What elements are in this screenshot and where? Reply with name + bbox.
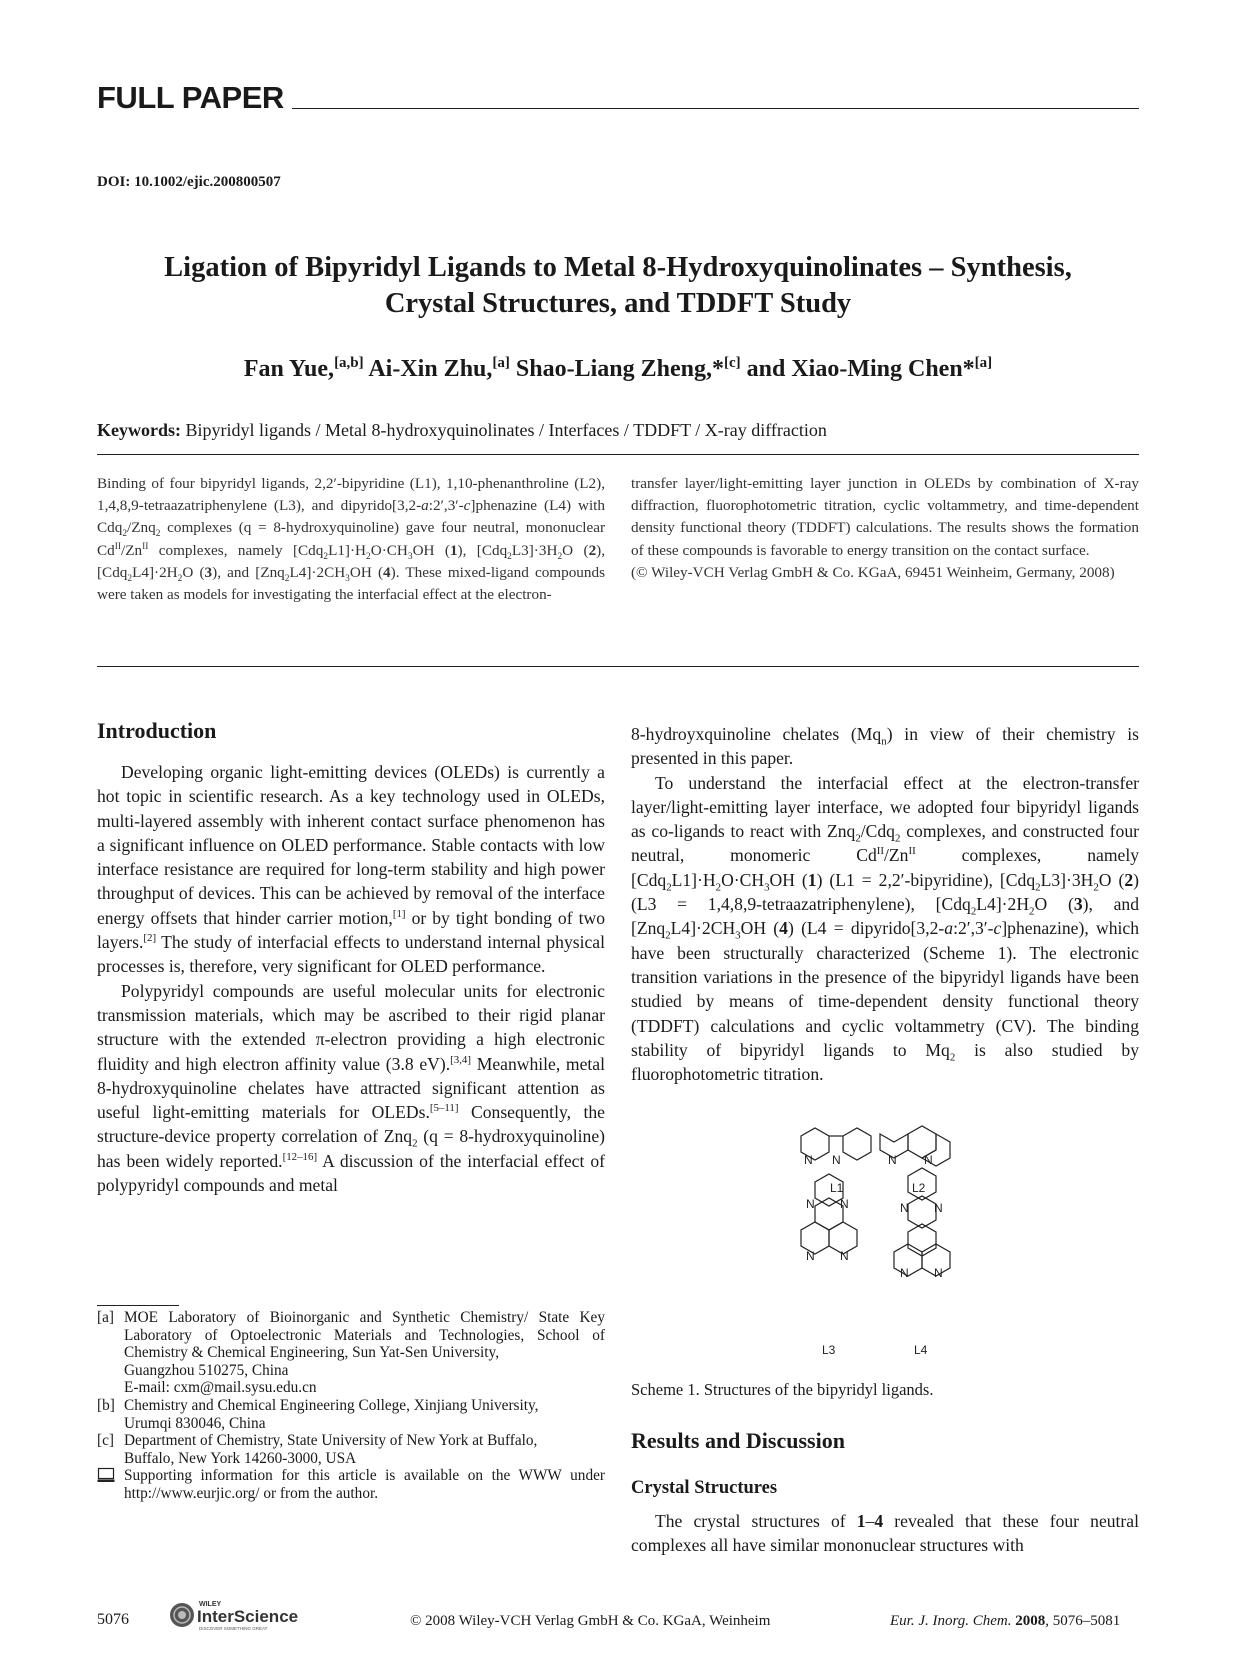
ligand-label-l4: L4 [914, 1343, 928, 1357]
affiliations [97, 1309, 605, 1503]
nitrogen-label: N [832, 1153, 841, 1167]
nitrogen-label: N [806, 1197, 815, 1211]
supporting-information-note: Supporting information for this article is available on the WWW under http://www.eurjic.org/ or from the author. [97, 1467, 605, 1502]
author-name: and Xiao-Ming Chen* [746, 356, 975, 382]
scheme-caption: Scheme 1. Structures of the bipyridyl ligands. [631, 1380, 934, 1399]
ligand-label-l3: L3 [822, 1343, 836, 1357]
doi: DOI: 10.1002/ejic.200800507 [97, 174, 281, 190]
ligand-label-l1: L1 [830, 1181, 844, 1195]
nitrogen-label: N [804, 1153, 813, 1167]
title-line-1: Ligation of Bipyridyl Ligands to Metal 8-Hydroxyquinolinates – Synthesis, [164, 252, 1072, 283]
author-list [97, 356, 1139, 383]
svg-text:WILEY: WILEY [199, 1601, 222, 1608]
author-name: Fan Yue, [243, 356, 335, 382]
header-rule [292, 108, 1139, 109]
introduction-text: Developing organic light-emitting devices (OLEDs) is currently a hot topic in scientific research. As a key technology used in OLEDs, multi-layered assembly with inherent contact surface phenomenon has a significant influence on OLED performance. Stable contacts with low interface resistance are required for long-term stability and high power throughput of devices. This can be achieved by removal of the interface energy offsets that hinder carrier motion,[1] or by tight bonding of two layers.[2] The study of interfacial effects to understand internal physical processes is, therefore, very significant for OLED performance. Polypyridyl compounds are useful molecular units for electronic transmission materials, which may be ascribed to their rigid planar structure with the extended π-electron providing a high electronic fluidity and high electron affinity value (3.8 eV).[3,4] Meanwhile, metal 8-hydroxyquinoline chelates have attracted significant attention as useful light-emitting materials for OLEDs.[5–11] Consequently, the structure-device property correlation of Znq$_2$ (q = 8-hydroxyquinoline) has been widely reported.[12–16] A discussion of the interfacial effect of polypyridyl compounds and metal [97, 762, 606, 1196]
affiliation-b: [b] Chemistry and Chemical Engineering College, Xinjiang University, Urumqi 830046, China [97, 1396, 539, 1432]
nitrogen-label: N [840, 1249, 849, 1263]
crystal-structures-text: The crystal structures of 1–4 revealed that these four neutral complexes all have similar mononuclear structures with [631, 1511, 1139, 1556]
ligand-l3-structure [801, 1174, 857, 1254]
nitrogen-label: N [934, 1201, 943, 1215]
interscience-logo [166, 1596, 341, 1632]
section-label: FULL PAPER [97, 80, 284, 115]
author-affiliation: [a] [492, 355, 510, 371]
nitrogen-label: N [934, 1266, 943, 1280]
author-name: Shao-Liang Zheng,* [515, 356, 724, 382]
nitrogen-label: N [924, 1153, 933, 1167]
keywords-label: Keywords: [97, 420, 181, 440]
computer-icon [97, 1467, 115, 1488]
footnote-rule [97, 1305, 179, 1306]
nitrogen-label: N [900, 1266, 909, 1280]
section-heading-introduction: Introduction [97, 718, 217, 743]
nitrogen-label: N [840, 1197, 849, 1211]
subsection-heading-crystal-structures: Crystal Structures [631, 1478, 778, 1498]
title-line-2: Crystal Structures, and TDDFT Study [384, 288, 852, 319]
author-name: Ai-Xin Zhu, [368, 356, 493, 382]
author-affiliation: [a,b] [334, 355, 364, 371]
abstract-copyright: (© Wiley-VCH Verlag GmbH & Co. KGaA, 69451 Weinheim, Germany, 2008) [631, 563, 1115, 581]
nitrogen-label: N [888, 1153, 897, 1167]
nitrogen-label: N [900, 1201, 909, 1215]
abstract-left: Binding of four bipyridyl ligands, 2,2′-bipyridine (L1), 1,10-phenanthroline (L2), 1,4,8,9-tetraazatriphenylene (L3), and dipyrido[3,2-a:2′,3′-c]phenazine (L4) with Cdq$_2$/Znq$_2$ complexes (q = 8-hydroxyquinoline) gave four neutral, mononuclear $Cd^{II}/Zn^{II}$ complexes, namely $[Cdq_2L1]\cdot H_2O\cdot CH_3OH$ (1), $[Cdq_2L3]\cdot 3H_2O$ (2), $[Cdq_2L4]\cdot 2H_2O$ (3), and $[Znq_2L4]\cdot 2CH_3OH$ (4). These mixed-ligand compounds were taken as models for investigating the interfacial effect at the electron- [97, 475, 606, 604]
footer-copyright: © 2008 Wiley-VCH Verlag GmbH & Co. KGaA, Weinheim [410, 1613, 771, 1629]
article-title [97, 250, 1139, 322]
keywords-list: Bipyridyl ligands / Metal 8-hydroxyquinolinates / Interfaces / TDDFT / X-ray diffraction [185, 420, 827, 440]
journal-citation: Eur. J. Inorg. Chem. 2008, 5076–5081 [890, 1613, 1121, 1629]
section-heading-results: Results and Discussion [631, 1428, 845, 1453]
divider [97, 666, 1139, 667]
affiliation-c: [c] Department of Chemistry, State University of New York at Buffalo, Buffalo, New York 14260-3000, USA [97, 1432, 538, 1467]
author-affiliation: [a] [974, 355, 993, 371]
nitrogen-label: N [806, 1249, 815, 1263]
ligand-label-l2: L2 [912, 1181, 926, 1195]
introduction-text-continued: 8-hydroyxquinoline chelates $(Mq_n)$ in view of their chemistry is presented in this paper. To understand the interfacial effect at the electron-transfer layer/light-emitting layer interface, we adopted four bipyridyl ligands as co-ligands to react with Znq$_2$/Cdq$_2$ complexes, and constructed four neutral, monomeric $Cd^{II}/Zn^{II}$ complexes, namely $[Cdq_2L1]\cdot H_2O\cdot CH_3OH$ (1) (L1 = 2,2′-bipyridine), $[Cdq_2L3]\cdot 3H_2O$ (2) (L3 = 1,4,8,9-tetraazatriphenylene), $[Cdq_2L4]\cdot 2H_2O$ (3), and $[Znq_2L4]\cdot 2CH_3OH$ (4) (L4 = dipyrido[3,2-a:2′,3′-c]phenazine), which have been structurally characterized (Scheme 1). The electronic transition variations in the presence of the bipyridyl ligands have been studied by means of time-dependent density functional theory (TDDFT) calculations and cyclic voltammetry (CV). The binding stability of bipyridyl ligands to $Mq_2$ is also studied by fluorophotometric titration. [631, 724, 1140, 1085]
keywords [97, 420, 827, 441]
svg-text:DISCOVER SOMETHING GREAT: DISCOVER SOMETHING GREAT [199, 1626, 268, 1631]
page-number: 5076 [97, 1611, 129, 1628]
scheme-1-structures [782, 1122, 1002, 1362]
author-affiliation: [c] [723, 355, 741, 371]
abstract-right: transfer layer/light-emitting layer junction in OLEDs by combination of X-ray diffraction, fluorophotometric titration, cyclic voltammetry, and time-dependent density functional theory (TDDFT) calculations. The results shows the formation of these compounds is favorable to energy transition on the contact surface. (© Wiley-VCH Verlag GmbH & Co. KGaA, 69451 Weinheim, Germany, 2008) [631, 473, 1139, 584]
divider [97, 454, 1139, 455]
svg-text:InterScience: InterScience [197, 1607, 299, 1626]
affiliation-a: [a] MOE Laboratory of Bioinorganic and Synthetic Chemistry/ State Key Laboratory of Optoelectronic Materials and Technologies, School of Chemistry & Chemical Engineering, Sun Yat-Sen University, Guangzhou 510275, China E-mail: cxm@mail.sysu.edu.cn [97, 1309, 605, 1397]
